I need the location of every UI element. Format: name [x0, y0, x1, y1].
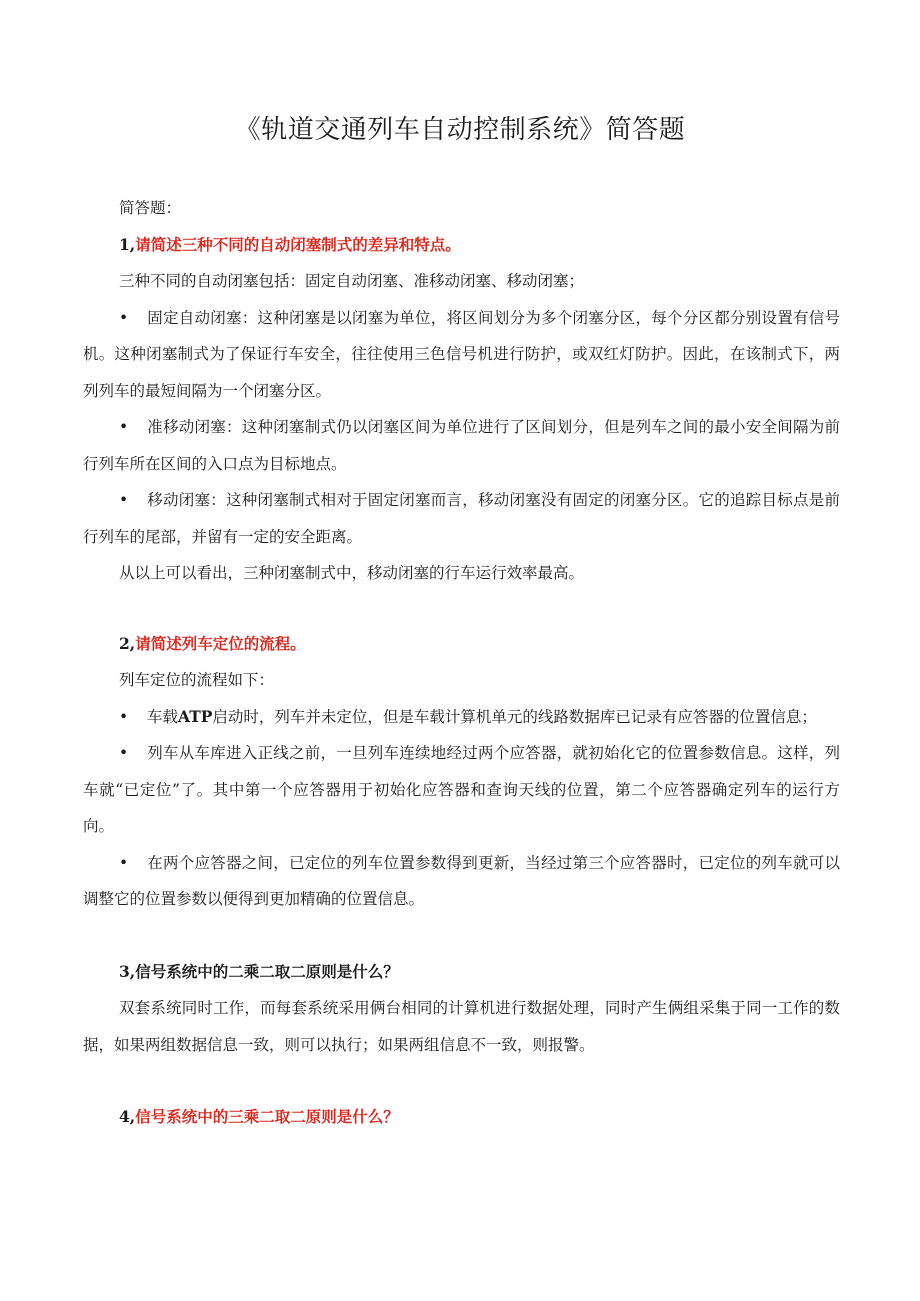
section-spacer — [83, 918, 840, 954]
question-2-lead: 列车定位的流程如下： — [119, 671, 275, 689]
bullet-text: 移动闭塞：这种闭塞制式相对于固定闭塞而言，移动闭塞没有固定的闭塞分区。它的追踪目标点是前行列车的尾部，并留有一定的安全距离。 — [83, 491, 840, 546]
document-title: 《轨道交通列车自动控制系统》简答题 — [234, 115, 686, 145]
question-3-number: 3, — [119, 961, 136, 981]
bullet-text: 固定自动闭塞：这种闭塞是以闭塞为单位，将区间划分为多个闭塞分区，每个分区都分别设置有信号机。这种闭塞制式为了保证行车安全，往往使用三色信号机进行防护，或双红灯防护。因此，在该制式下，两列列车的最短间隔为一个闭塞分区。 — [83, 308, 840, 400]
question-3-answer: 双套系统同时工作，而每套系统采用俩台相同的计算机进行数据处理，同时产生俩组采集于同一工作的数据，如果两组数据信息一致，则可以执行；如果两组信息不一致，则报警。 — [83, 999, 840, 1054]
document-body — [83, 190, 840, 1136]
question-4-heading — [83, 1099, 840, 1136]
bullet-text: 列车从车库进入正线之前，一旦列车连续地经过两个应答器，就初始化它的位置参数信息。这样，列车就“已定位”了。其中第一个应答器用于初始化应答器和查询天线的位置，第二个应答器确定列车的运行方向。 — [83, 744, 840, 835]
bullet-text-atp: ATP — [178, 706, 213, 726]
bullet-icon: • — [119, 418, 129, 436]
bullet-icon: • — [119, 707, 129, 726]
question-3-heading — [83, 954, 840, 991]
bullet-icon: • — [119, 744, 129, 762]
bullet-text: 准移动闭塞：这种闭塞制式仍以闭塞区间为单位进行了区间划分，但是列车之间的最小安全间隔为前行列车所在区间的入口点为目标地点。 — [83, 418, 840, 473]
question-2-bullet-3 — [83, 845, 840, 918]
bullet-text-pre: 车载 — [147, 707, 179, 726]
question-2-number: 2, — [119, 633, 136, 653]
question-2-text: 请简述列车定位的流程。 — [135, 633, 306, 653]
question-2-heading — [83, 626, 840, 663]
section-spacer — [83, 1063, 840, 1099]
question-2-bullet-1 — [83, 699, 840, 736]
question-1-lead: 三种不同的自动闭塞包括：固定自动闭塞、准移动闭塞、移动闭塞； — [119, 272, 585, 290]
bullet-text-post: 启动时，列车并未定位，但是车载计算机单元的线路数据库已记录有应答器的位置信息； — [212, 707, 817, 726]
question-4-text: 信号系统中的三乘二取二原则是什么？ — [135, 1107, 399, 1126]
intro-label: 简答题： — [119, 199, 182, 217]
question-1-number: 1, — [119, 234, 136, 254]
section-spacer — [83, 592, 840, 626]
question-3-text: 信号系统中的二乘二取二原则是什么？ — [135, 961, 399, 981]
bullet-icon: • — [119, 853, 129, 872]
question-1-bullet-2 — [83, 409, 840, 482]
question-2-bullet-2 — [83, 735, 840, 845]
question-1-text: 请简述三种不同的自动闭塞制式的差异和特点。 — [135, 234, 461, 254]
question-1-bullet-3 — [83, 482, 840, 555]
question-1-heading — [83, 227, 840, 264]
question-1-bullet-1 — [83, 300, 840, 410]
question-1-conclusion: 从以上可以看出，三种闭塞制式中，移动闭塞的行车运行效率最高。 — [119, 564, 585, 582]
bullet-icon: • — [119, 491, 129, 509]
question-4-number: 4, — [119, 1107, 136, 1126]
bullet-text: 在两个应答器之间，已定位的列车位置参数得到更新，当经过第三个应答器时，已定位的列车就可以调整它的位置参数以便得到更加精确的位置信息。 — [83, 853, 840, 908]
bullet-icon: • — [119, 308, 129, 327]
